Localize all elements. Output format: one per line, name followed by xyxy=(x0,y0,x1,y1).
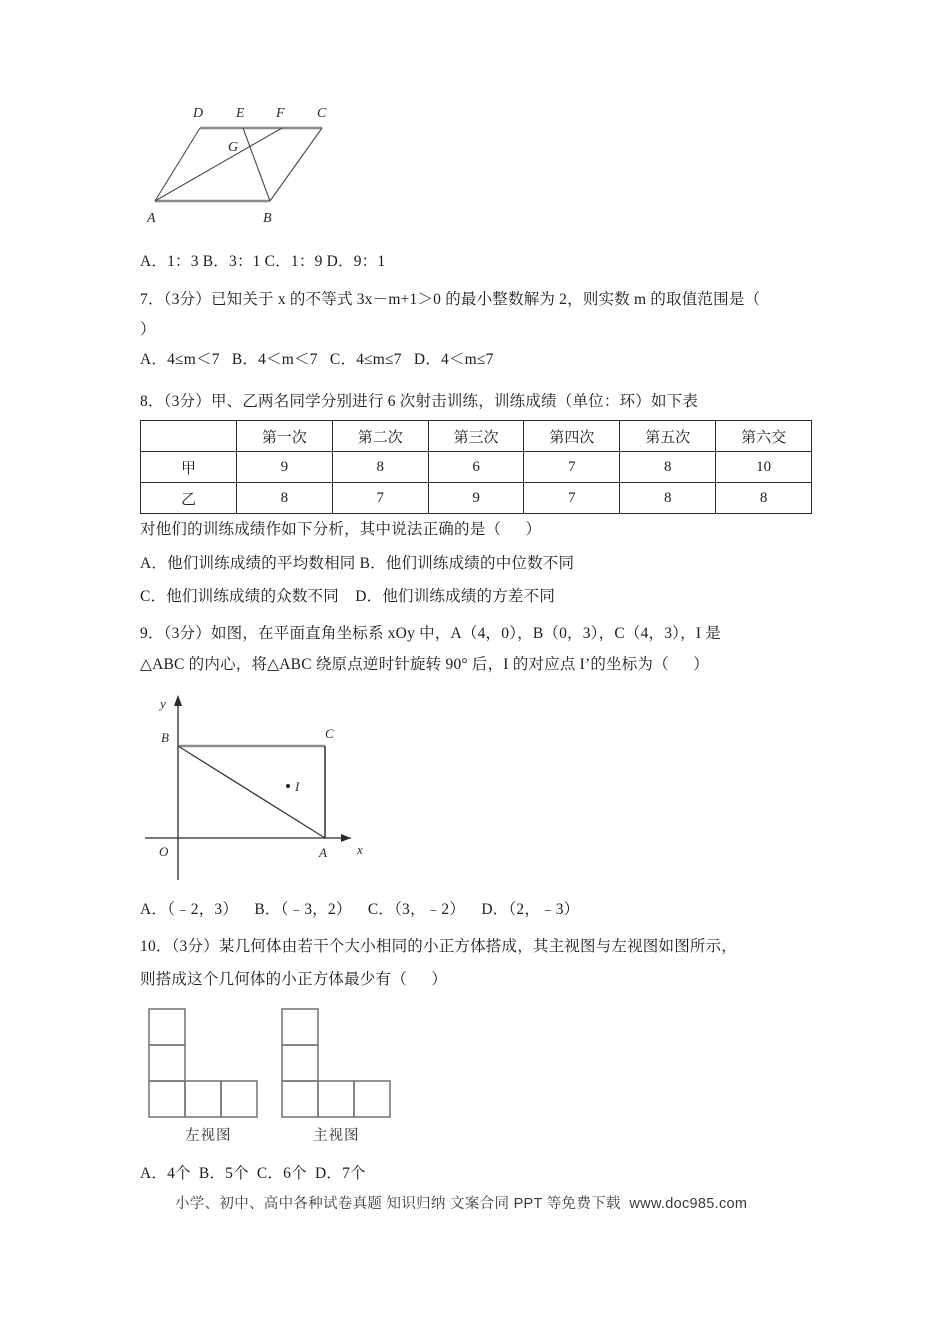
table-row xyxy=(141,452,812,483)
label-F: F xyxy=(276,106,285,121)
page-footer: 小学、初中、高中各种试卷真题 知识归纳 文案合同 PPT 等免费下载 www.doc985.com xyxy=(175,1196,748,1212)
q6-options: A．1：3 B．3：1 C．1：9 D．9：1 xyxy=(140,253,386,270)
table-cell: 7 xyxy=(332,483,428,514)
q9-stem-line-1: 9．（3分）如图，在平面直角坐标系 xOy 中，A（4，0），B（0，3），C（4，3），I 是 xyxy=(140,625,721,642)
label-A: A xyxy=(319,845,327,860)
x-axis-arrow xyxy=(341,834,351,842)
table-cell: 10 xyxy=(716,452,812,483)
label-A: A xyxy=(147,211,156,226)
label-G: G xyxy=(228,140,239,155)
parallelogram-figure xyxy=(130,95,390,230)
row-label: 乙 xyxy=(141,483,237,514)
point-I-marker xyxy=(286,784,290,788)
table-header-cell: 第一次 xyxy=(237,421,333,452)
q10-stem-line-2: 则搭成这个几何体的小正方体最少有（ ） xyxy=(140,971,448,988)
y-axis-label: y xyxy=(160,696,166,711)
table-cell: 8 xyxy=(620,452,716,483)
y-axis-arrow xyxy=(174,695,182,706)
table-cell: 9 xyxy=(237,452,333,483)
q7-stem: 7．（3分）已知关于 x 的不等式 3x－m+1＞0 的最小整数解为 2，则实数 m 的取值范围是（ xyxy=(140,291,761,308)
left-view-label: 左视图 xyxy=(185,1128,232,1144)
left-view-svg xyxy=(148,1008,263,1120)
q8-stem: 8．（3分）甲、乙两名同学分别进行 6 次射击训练，训练成绩（单位：环）如下表 xyxy=(140,393,699,410)
label-B: B xyxy=(263,211,272,226)
q8-options-line-1: A．他们训练成绩的平均数相同 B．他们训练成绩的中位数不同 xyxy=(140,555,575,572)
label-I: I xyxy=(295,779,300,794)
table-corner-cell xyxy=(141,421,237,452)
left-view-figure xyxy=(148,1008,263,1120)
x-axis-label: x xyxy=(357,842,363,857)
q10-stem-line-1: 10．（3分）某几何体由若干个大小相同的小正方体搭成，其主视图与左视图如图所示， xyxy=(140,938,738,955)
label-E: E xyxy=(236,106,245,121)
table-cell: 9 xyxy=(428,483,524,514)
q9-stem-line-2: △ABC 的内心，将△ABC 绕原点逆时针旋转 90° 后，I 的对应点 I’的坐标为（ ） xyxy=(140,656,709,673)
table-cell: 8 xyxy=(620,483,716,514)
front-view-label: 主视图 xyxy=(313,1128,360,1144)
table-cell: 8 xyxy=(237,483,333,514)
q10-options: A．4个 B．5个 C．6个 D．7个 xyxy=(140,1165,366,1182)
parallelogram-svg xyxy=(130,95,390,230)
row-label: 甲 xyxy=(141,452,237,483)
label-D: D xyxy=(193,106,204,121)
label-C: C xyxy=(325,726,334,741)
q7-options: A．4≤m＜7 B．4＜m＜7 C．4≤m≤7 D．4＜m≤7 xyxy=(140,351,494,368)
table-header-cell: 第六交 xyxy=(716,421,812,452)
front-view-svg xyxy=(281,1008,396,1120)
shooting-score-table xyxy=(140,420,812,514)
table-header-cell: 第五次 xyxy=(620,421,716,452)
table-row xyxy=(141,483,812,514)
coordinate-plane-figure xyxy=(145,690,395,880)
origin-label: O xyxy=(159,844,169,859)
q7-stem-close: ） xyxy=(140,321,156,338)
coordinate-plane-svg xyxy=(145,690,395,880)
table-cell: 7 xyxy=(524,483,620,514)
front-view-figure xyxy=(281,1008,396,1120)
table-cell: 8 xyxy=(716,483,812,514)
label-B: B xyxy=(161,730,169,745)
table-header-cell: 第三次 xyxy=(428,421,524,452)
table-header-cell: 第四次 xyxy=(524,421,620,452)
table-cell: 6 xyxy=(428,452,524,483)
table-header-cell: 第二次 xyxy=(332,421,428,452)
q9-options: A．（﹣2，3） B．（﹣3，2） C．（3，﹣2） D．（2，﹣3） xyxy=(140,901,580,918)
table-cell: 7 xyxy=(524,452,620,483)
table-header-row xyxy=(141,421,812,452)
table-cell: 8 xyxy=(332,452,428,483)
label-C: C xyxy=(317,106,327,121)
q8-options-line-2: C．他们训练成绩的众数不同 D．他们训练成绩的方差不同 xyxy=(140,588,556,605)
q8-prompt: 对他们的训练成绩作如下分析，其中说法正确的是（ ） xyxy=(140,521,542,538)
